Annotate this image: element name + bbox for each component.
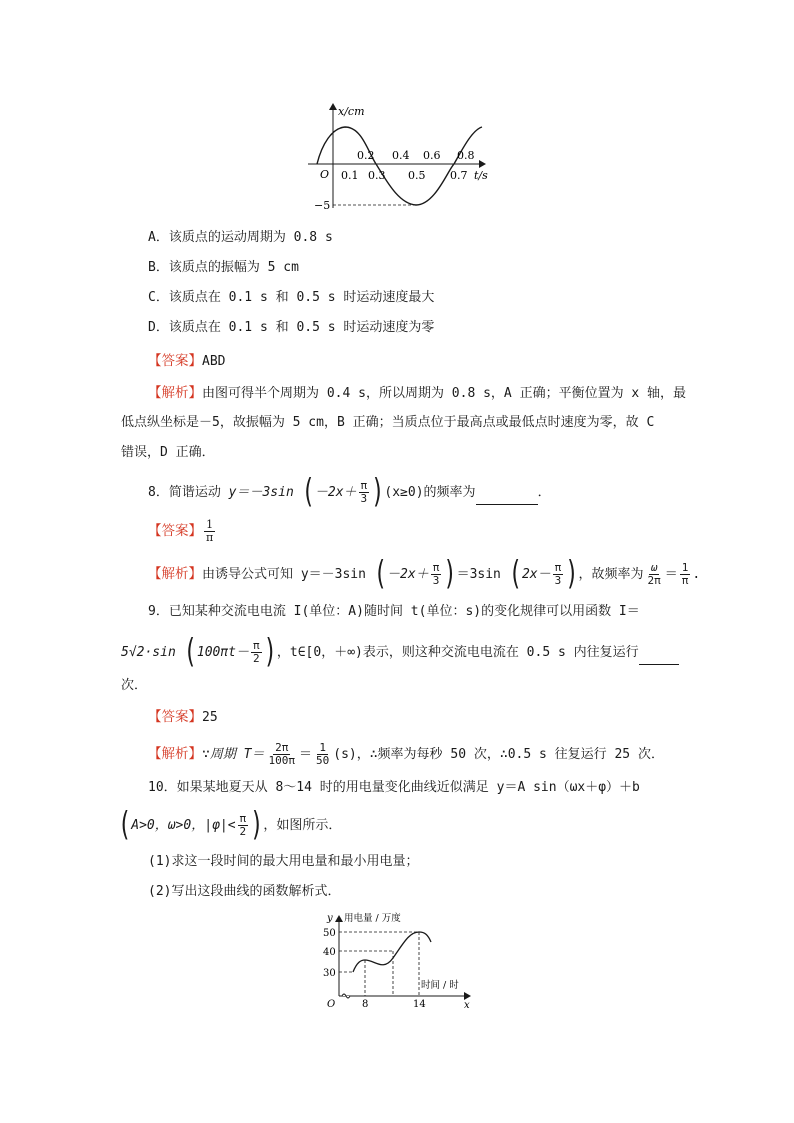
tick-x14: 14: [413, 999, 426, 1010]
pi-over-2: $\frac{\pi}{2}$: [253, 639, 260, 665]
q8-pi-over-3: $\frac{\pi}{3}$: [360, 479, 368, 505]
analysis-tag: 【解析】: [148, 566, 202, 582]
option-d: D．该质点在 0.1 s 和 0.5 s 时运动速度为零: [148, 320, 435, 335]
tick-y50: 50: [323, 928, 336, 939]
q9-line-3: 次．: [121, 678, 148, 693]
option-a: A．该质点的运动周期为 0.8 s: [148, 230, 333, 245]
tick-0-3: 0.3: [368, 169, 386, 182]
q10-sub-1: (1)求这一段时间的最大用电量和最小用电量；: [148, 854, 419, 869]
period-fraction: $\frac{2\pi}{100\pi}$: [268, 741, 295, 767]
q8-answer-fraction: $\frac{1}{\pi}$: [206, 518, 214, 544]
q10-sub-2: (2)写出这段曲线的函数解析式．: [148, 884, 341, 899]
q8-arg: －2x＋: [314, 485, 357, 500]
one-over-50: $\frac{1}{50}$: [316, 741, 330, 767]
q7-analysis-line-2: 低点纵坐标是－5，故振幅为 5 cm，B 正确；当质点位于最高点或最低点时速度为零，故 C: [121, 415, 655, 430]
q10-line-2: (A>0，ω>0，|φ|< $\frac{\pi}{2}$ )，如图所示．: [118, 806, 342, 844]
q7-answer: [148, 351, 225, 372]
q8-suffix: 的频率为: [423, 485, 476, 500]
tick-0-8: 0.8: [457, 149, 475, 162]
x-axis-label: t/s: [474, 169, 488, 182]
analysis-text: 由图可得半个周期为 0.4 s，所以周期为 0.8 s，A 正确；平衡位置为 x 轴，最: [202, 386, 687, 401]
q8-answer-blank[interactable]: [476, 504, 538, 505]
q9-answer-blank[interactable]: [639, 664, 679, 665]
axis-break: [342, 994, 350, 998]
tick-0-6: 0.6: [423, 149, 441, 162]
tick-0-2: 0.2: [357, 149, 375, 162]
q8-prefix: 8．简谐运动: [148, 485, 229, 500]
y-title: 用电量 / 万度: [344, 913, 401, 924]
tick-x8: 8: [362, 999, 369, 1010]
oscillation-graph: [300, 100, 500, 215]
tick-0-4: 0.4: [392, 149, 410, 162]
q9-analysis: 【解析】∵周期 T＝ $\frac{2\pi}{100\pi}$ ＝ $\frac{1}{50}$ (s)，∴频率为每秒 50 次，∴0.5 s 往复运行 25 次．: [148, 741, 664, 767]
tick-y30: 30: [323, 968, 336, 979]
y-axis-label: y: [327, 913, 333, 924]
q8-answer: [148, 519, 217, 544]
usage-graph: [315, 910, 480, 1010]
x-axis-label: x: [464, 1000, 470, 1010]
analysis-tag: 【解析】: [148, 746, 202, 762]
q8-analysis: 【解析】由诱导公式可知 y＝－3sin (－2x＋ $\frac{\pi}{3}$ )＝3sin (2x－ $\frac{\pi}{3}$ )，故频率为 $\frac{\omega}{2\pi}$ ＝ $\frac{1}{\pi}$ .: [148, 555, 701, 593]
omega-over-2pi: $\frac{\omega}{2\pi}$: [647, 561, 661, 587]
answer-text: 25: [202, 710, 218, 725]
analysis-tag: 【解析】: [148, 385, 202, 401]
y-axis-label: x/cm: [338, 105, 365, 118]
x-title: 时间 / 时: [421, 980, 459, 991]
pi-over-2: $\frac{\pi}{2}$: [239, 812, 247, 838]
tick-0-5: 0.5: [408, 169, 426, 182]
q8-equation: y＝－3sin: [228, 485, 294, 500]
option-c: C．该质点在 0.1 s 和 0.5 s 时运动速度最大: [148, 290, 435, 305]
q9-line-2: 5√2·sin (100πt－ $\frac{\pi}{2}$ )，t∈[0，＋∞)表示，则这种交流电电流在 0.5 s 内往复运行: [121, 640, 679, 665]
q9-line-1: 9．已知某种交流电电流 I(单位：A)随时间 t(单位：s)的变化规律可以用函数 I＝: [148, 604, 640, 619]
one-over-pi: $\frac{1}{\pi}$: [681, 561, 689, 587]
q10-line-1: 10．如果某地夏天从 8～14 时的用电量变化曲线近似满足 y＝A sin（ωx＋φ）＋b: [148, 780, 640, 795]
answer-text: ABD: [202, 354, 226, 369]
origin-label: O: [320, 168, 330, 181]
tick-y40: 40: [323, 947, 336, 958]
answer-tag: 【答案】: [148, 709, 202, 725]
q7-analysis-line-3: 错误，D 正确．: [121, 445, 215, 460]
tick-0-1: 0.1: [341, 169, 359, 182]
origin-label: O: [327, 999, 336, 1010]
q7-analysis-line-1: [148, 383, 686, 404]
q8-domain: (x≥0): [384, 485, 424, 500]
neg-label: −5: [314, 199, 331, 212]
q9-answer: [148, 707, 218, 728]
sine-curve: [317, 127, 482, 205]
q8-question: 8．简谐运动 y＝－3sin (－2x＋ $\frac{\pi}{3}$ )(x≥0)的频率为 ．: [148, 473, 551, 511]
tick-0-7: 0.7: [450, 169, 468, 182]
answer-tag: 【答案】: [148, 523, 202, 539]
answer-tag: 【答案】: [148, 353, 202, 369]
option-b: B．该质点的振幅为 5 cm: [148, 260, 299, 275]
